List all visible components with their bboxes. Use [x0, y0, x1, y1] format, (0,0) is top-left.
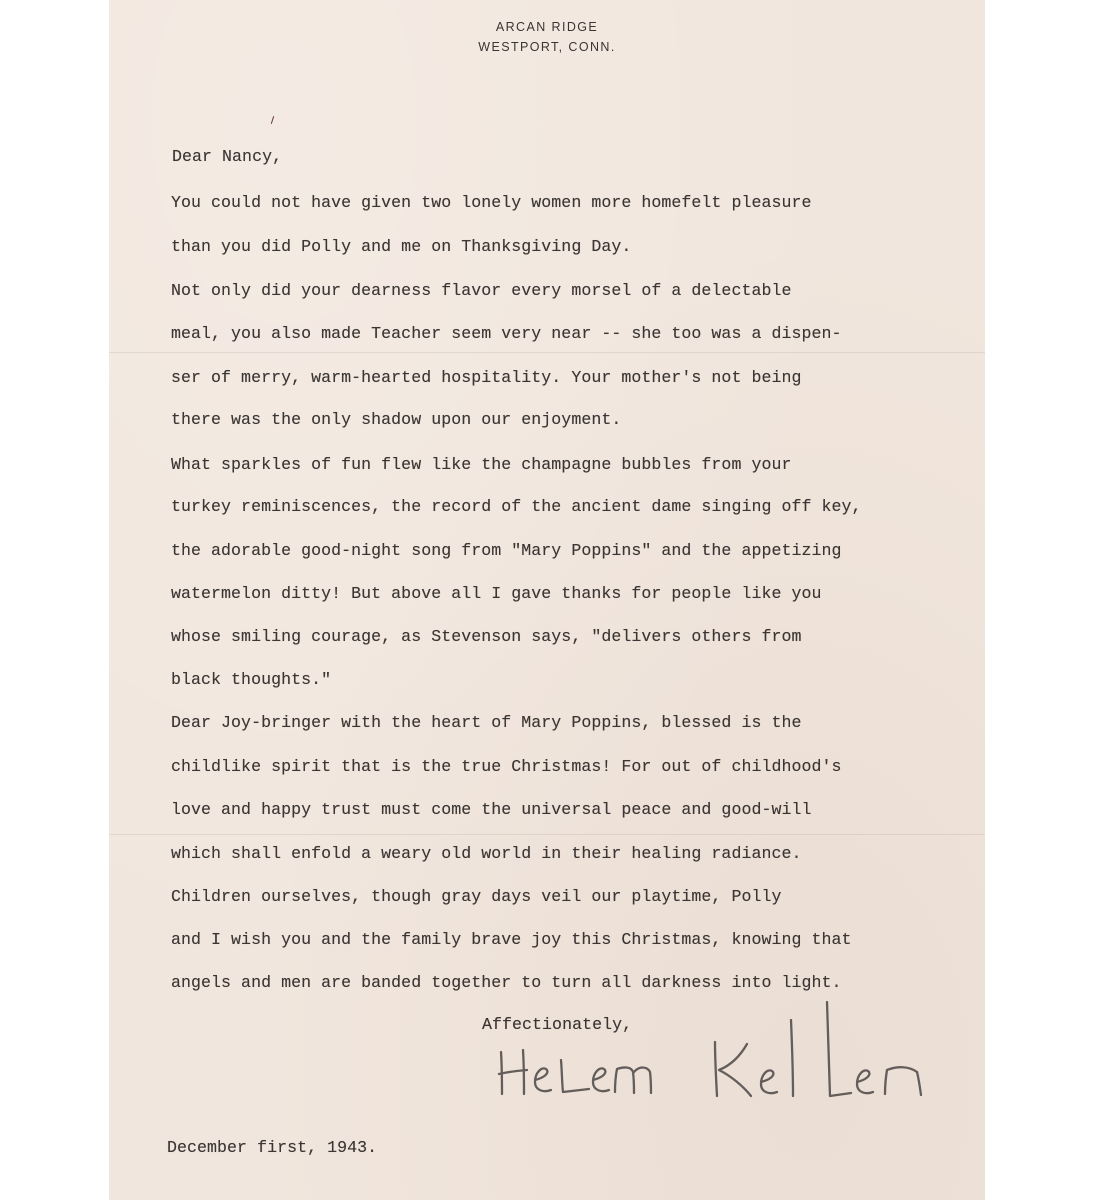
- paper-fold-line: [109, 834, 985, 835]
- body-line: which shall enfold a weary old world in their healing radiance.: [171, 844, 802, 863]
- body-line: meal, you also made Teacher seem very near -- she too was a dispen-: [171, 324, 842, 343]
- body-line: What sparkles of fun flew like the champagne bubbles from your: [171, 455, 792, 474]
- paper-fold-line: [109, 352, 985, 353]
- body-line: there was the only shadow upon our enjoyment.: [171, 410, 622, 429]
- salutation: Dear Nancy,: [172, 147, 283, 166]
- closing: Affectionately,: [482, 1015, 633, 1034]
- date-line: December first, 1943.: [167, 1138, 378, 1157]
- body-line: angels and men are banded together to turn all darkness into light.: [171, 973, 842, 992]
- body-line: watermelon ditty! But above all I gave thanks for people like you: [171, 584, 822, 603]
- body-line: than you did Polly and me on Thanksgiving Day.: [171, 237, 632, 256]
- ink-mark: [271, 116, 274, 124]
- body-line: turkey reminiscences, the record of the ancient dame singing off key,: [171, 497, 862, 516]
- body-line: Not only did your dearness flavor every morsel of a delectable: [171, 281, 792, 300]
- body-line: Dear Joy-bringer with the heart of Mary Poppins, blessed is the: [171, 713, 802, 732]
- letter-paper: [109, 0, 985, 1200]
- body-line: whose smiling courage, as Stevenson says, "delivers others from: [171, 627, 802, 646]
- letterhead-line-1: ARCAN RIDGE: [495, 20, 599, 34]
- body-line: childlike spirit that is the true Christmas! For out of childhood's: [171, 757, 842, 776]
- body-line: and I wish you and the family brave joy this Christmas, knowing that: [171, 930, 852, 949]
- body-line: the adorable good-night song from "Mary Poppins" and the appetizing: [171, 541, 842, 560]
- body-line: ser of merry, warm-hearted hospitality. Your mother's not being: [171, 368, 802, 387]
- body-line: Children ourselves, though gray days veil our playtime, Polly: [171, 887, 782, 906]
- body-line: love and happy trust must come the universal peace and good-will: [171, 800, 812, 819]
- body-line: black thoughts.": [171, 670, 332, 689]
- body-line: You could not have given two lonely women more homefelt pleasure: [171, 193, 812, 212]
- signature-helen-keller: [493, 1000, 953, 1110]
- letterhead-line-2: WESTPORT, CONN.: [478, 40, 616, 54]
